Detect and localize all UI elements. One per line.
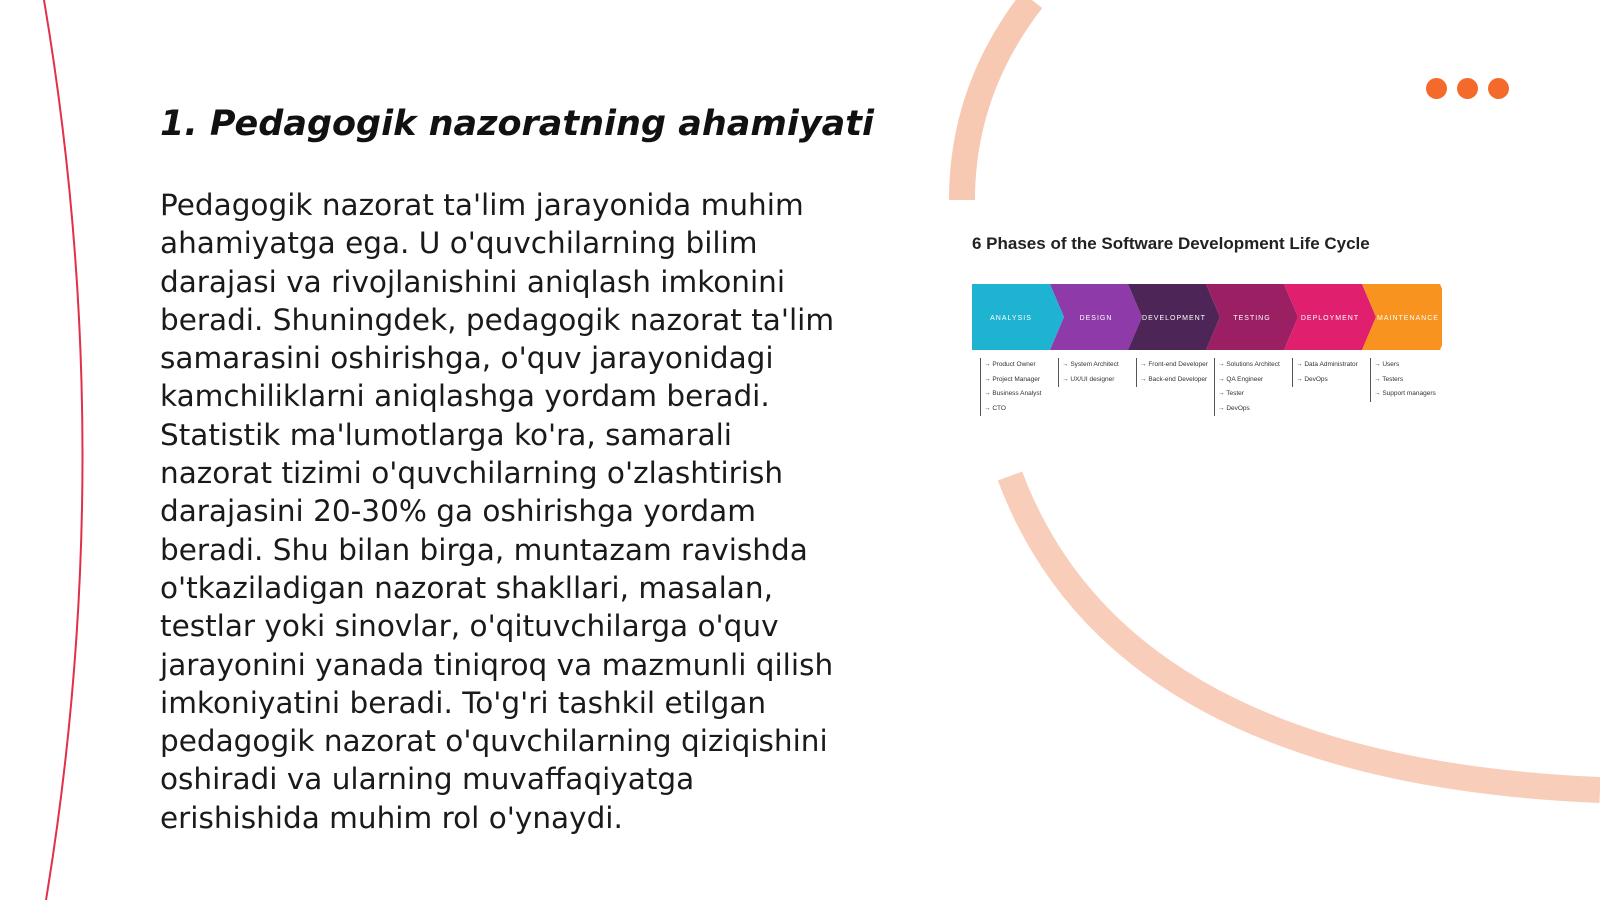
role-item: → DevOps xyxy=(1218,402,1280,417)
role-item: → Users xyxy=(1374,358,1436,373)
role-item: → Business Analyst xyxy=(984,387,1041,402)
role-item: → Front-end Developer xyxy=(1140,358,1208,373)
phase-roles xyxy=(972,358,1442,448)
phase-label: DEPLOYMENT xyxy=(1300,315,1360,322)
role-item: → Project Manager xyxy=(984,373,1041,388)
roles-testing xyxy=(1214,358,1280,416)
phase-label: ANALYSIS xyxy=(990,315,1032,322)
role-item: → Solutions Architect xyxy=(1218,358,1280,373)
three-dots-decoration xyxy=(1426,78,1509,99)
roles-design xyxy=(1058,358,1119,387)
figure-title: 6 Phases of the Software Development Life Cycle xyxy=(972,234,1370,253)
role-item: → Back-end Developer xyxy=(1140,373,1208,388)
slide-title: 1. Pedagogik nazoratning ahamiyati xyxy=(160,104,874,144)
phase-chevrons xyxy=(972,284,1442,354)
roles-maintenance xyxy=(1370,358,1436,402)
upper-peach-arc xyxy=(962,0,1032,200)
left-red-curve xyxy=(44,0,83,900)
slide-body-text: Pedagogik nazorat ta'lim jarayonida muhim ahamiyatga ega. U o'quvchilarning bilim darajasi va rivojlanishini aniqlash imkonini beradi. Shuningdek, pedagogik nazorat ta'lim samarasini oshirishga, o'quv jarayonidagi kamchiliklarni aniqlashga yordam beradi. Statistik ma'lumotlarga ko'ra, samarali nazorat tizimi o'quvchilarning o'zlashtirish darajasini 20-30% ga oshirishga yordam beradi. Shu bilan birga, muntazam ravishda o'tkaziladigan nazorat shakllari, masalan, testlar yoki sinovlar, o'qituvchilarga o'quv jarayonini yanada tiniqroq va mazmunli qilish imkoniyatini beradi. To'g'ri tashkil etilgan pedagogik nazorat o'quvchilarning qiziqishini oshiradi va ularning muvaffaqiyatga erishishida muhim rol o'ynaydi. xyxy=(160,188,835,835)
role-item: → Data Administrator xyxy=(1296,358,1358,373)
sdlc-figure xyxy=(972,228,1442,438)
phase-label: MAINTENANCE xyxy=(1377,315,1439,322)
phase-label: DESIGN xyxy=(1079,315,1113,322)
role-item: → Testers xyxy=(1374,373,1436,388)
dot-icon xyxy=(1457,78,1478,99)
phase-development xyxy=(1128,284,1220,350)
role-item: → Tester xyxy=(1218,387,1280,402)
role-item: → UX/UI designer xyxy=(1062,373,1119,388)
role-item: → DevOps xyxy=(1296,373,1358,388)
role-item: → Product Owner xyxy=(984,358,1041,373)
role-item: → System Architect xyxy=(1062,358,1119,373)
role-item: → QA Engineer xyxy=(1218,373,1280,388)
lower-peach-arc xyxy=(1010,476,1600,790)
roles-analysis xyxy=(980,358,1041,416)
roles-deployment xyxy=(1292,358,1358,387)
role-item: → CTO xyxy=(984,402,1041,417)
phase-label: DEVELOPMENT xyxy=(1142,315,1206,322)
dot-icon xyxy=(1488,78,1509,99)
phase-analysis xyxy=(972,284,1064,350)
role-item: → Support managers xyxy=(1374,387,1436,402)
dot-icon xyxy=(1426,78,1447,99)
roles-development xyxy=(1136,358,1208,387)
phase-label: TESTING xyxy=(1233,315,1271,322)
